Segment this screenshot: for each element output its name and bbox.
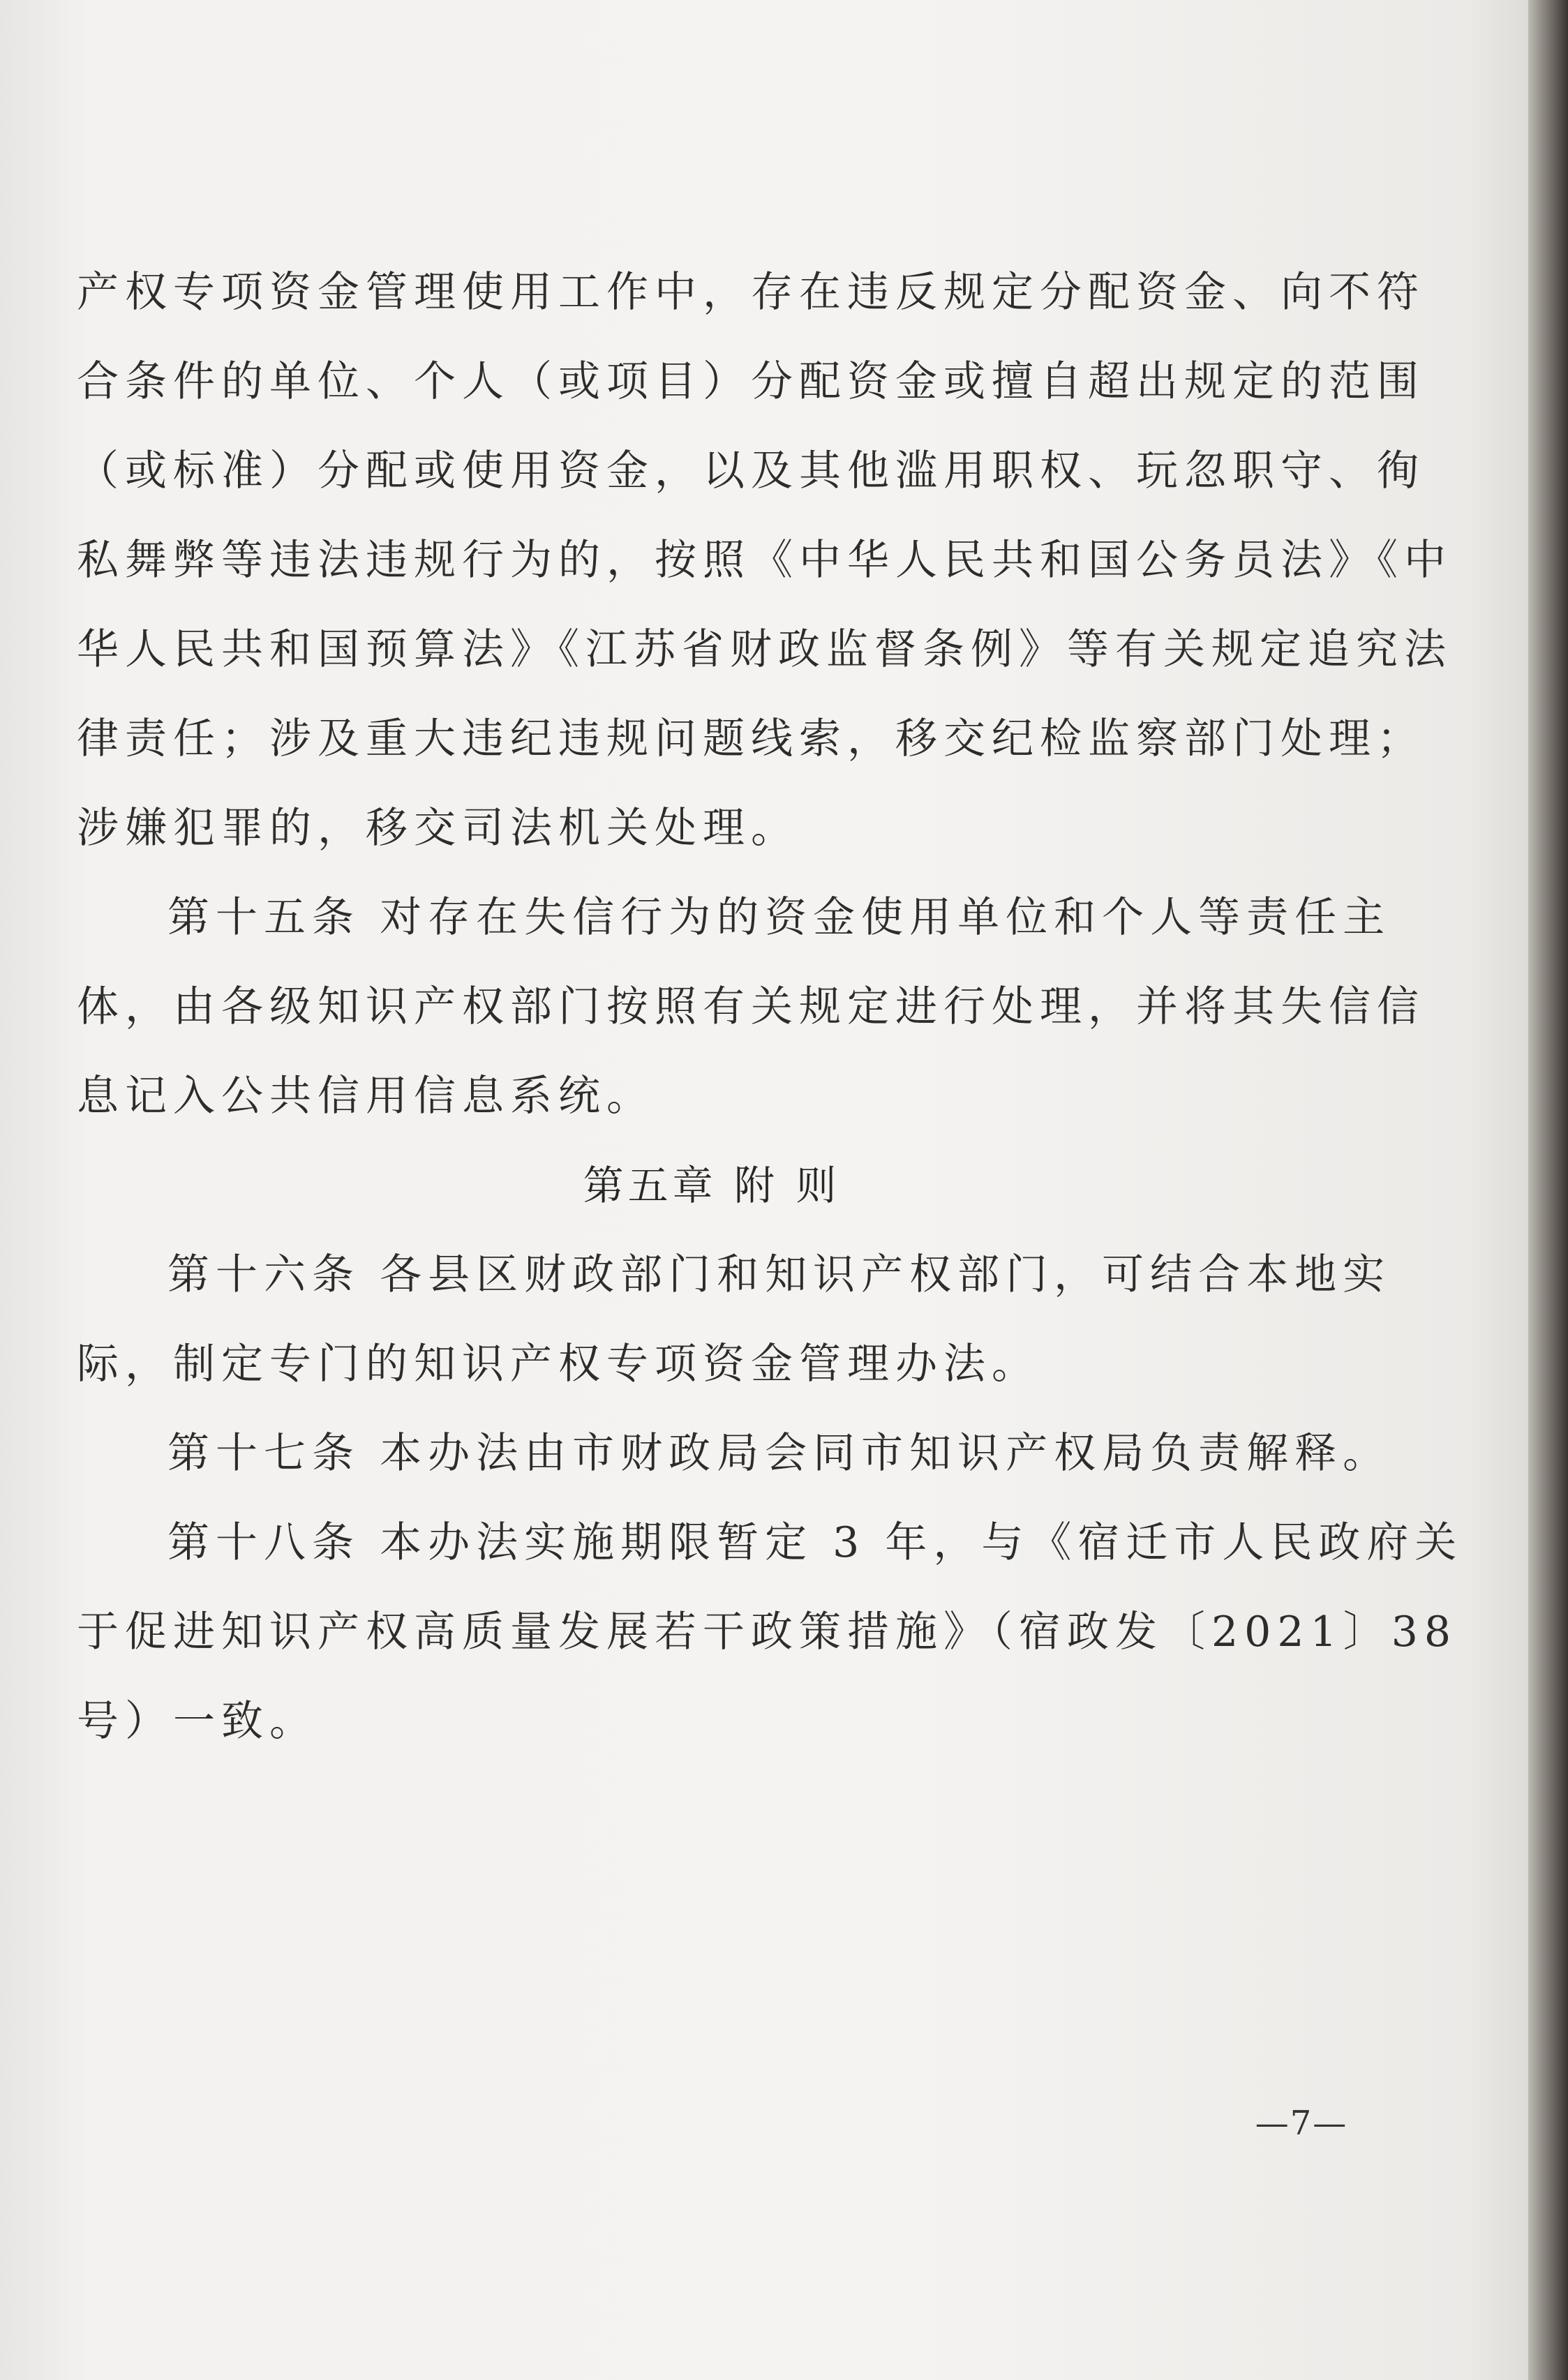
article-14-line-3: （或标准）分配或使用资金，以及其他滥用职权、玩忽职守、徇 xyxy=(77,447,1425,495)
article-18-line-1: 第十八条 本办法实施期限暂定 3 年，与《宿迁市人民政府关 xyxy=(167,1518,1463,1567)
article-14-line-5: 华人民共和国预算法》《江苏省财政监督条例》等有关规定追究法 xyxy=(77,625,1452,674)
article-16-line-2: 际，制定专门的知识产权专项资金管理办法。 xyxy=(77,1340,1040,1389)
article-17-line-1: 第十七条 本办法由市财政局会同市知识产权局负责解释。 xyxy=(167,1429,1391,1478)
article-18-line-2: 于促进知识产权高质量发展若干政策措施》（宿政发〔2021〕38 xyxy=(77,1608,1458,1656)
article-14-line-1: 产权专项资金管理使用工作中，存在违反规定分配资金、向不符 xyxy=(77,268,1425,317)
page-number: —7— xyxy=(1255,2104,1348,2143)
body-text xyxy=(77,248,1463,1766)
article-18-line-3: 号）一致。 xyxy=(77,1697,318,1746)
article-14-line-7: 涉嫌犯罪的，移交司法机关处理。 xyxy=(77,804,799,853)
article-16-line-1: 第十六条 各县区财政部门和知识产权部门，可结合本地实 xyxy=(167,1250,1391,1299)
article-14-line-6: 律责任；涉及重大违纪违规问题线索，移交纪检监察部门处理； xyxy=(77,714,1425,763)
article-15-line-1: 第十五条 对存在失信行为的资金使用单位和个人等责任主 xyxy=(167,893,1391,942)
page-edge-shadow xyxy=(1528,0,1568,2380)
article-15-line-3: 息记入公共信用信息系统。 xyxy=(77,1072,655,1121)
chapter-heading: 第五章 附 则 xyxy=(583,1162,841,1209)
article-14-line-2: 合条件的单位、个人（或项目）分配资金或擅自超出规定的范围 xyxy=(77,357,1425,406)
article-14-line-4: 私舞弊等违法违规行为的，按照《中华人民共和国公务员法》《中 xyxy=(77,536,1452,585)
article-15-line-2: 体，由各级知识产权部门按照有关规定进行处理，并将其失信信 xyxy=(77,982,1425,1031)
